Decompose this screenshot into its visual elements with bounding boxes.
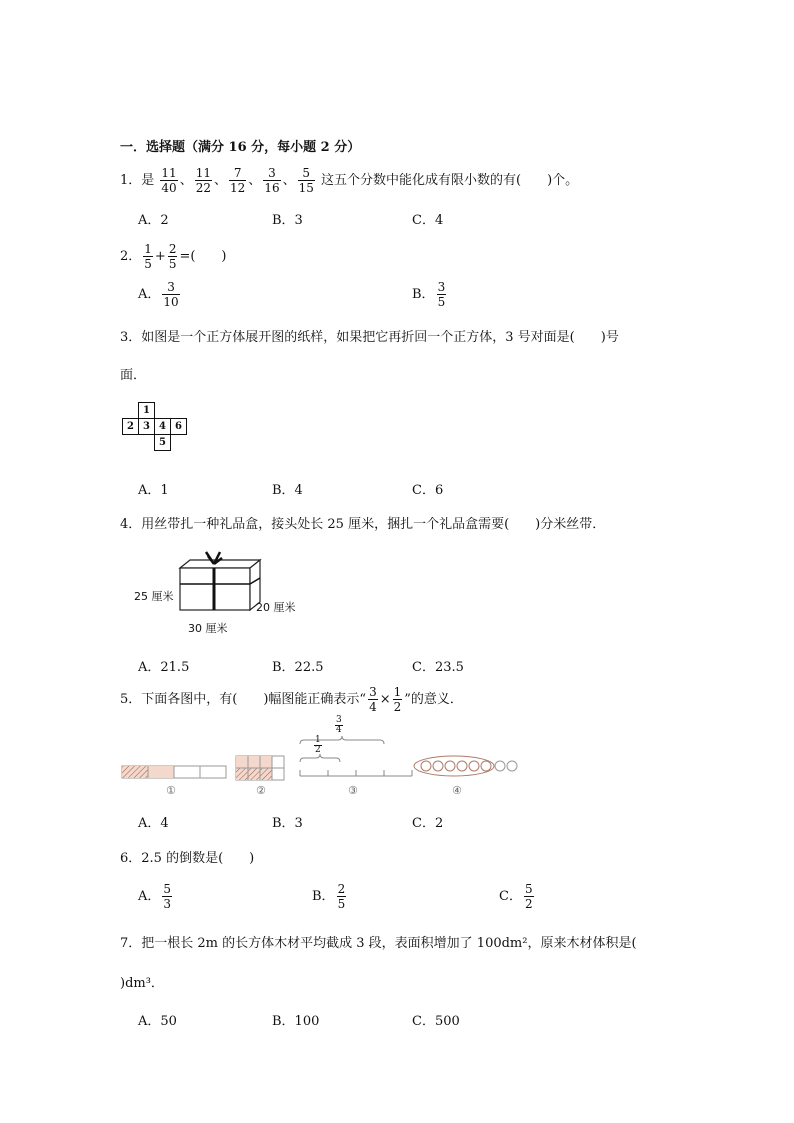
fig4 [412, 752, 522, 800]
q5-times: × [379, 692, 391, 707]
q1-option-c[interactable]: C．4 [412, 213, 444, 228]
net-cell-1: 1 [139, 403, 155, 419]
box-label-length: 25 厘米 [134, 590, 174, 603]
fig-label-1: ① [166, 784, 176, 797]
q1-fraction-3: $\frac{7}{12}$ [230, 166, 246, 195]
q7-option-b[interactable]: B．100 [272, 1014, 320, 1029]
q3-option-c[interactable]: C．6 [412, 483, 444, 498]
fig4-drawing [412, 752, 522, 782]
q1-text: 这五个分数中能化成有限小数的有( )个。 [321, 173, 579, 188]
q6-text: 6．2.5 的倒数是( ) [120, 851, 255, 866]
q6-option-a[interactable] [138, 882, 174, 911]
q4-option-a[interactable]: A．21.5 [138, 660, 190, 675]
fig3-top-fraction: $\frac{3}{4}$ [336, 715, 342, 735]
q1-fraction-2: $\frac{11}{22}$ [195, 166, 211, 195]
gift-box-figure [122, 550, 302, 640]
q3-line-1: 3．如图是一个正方体展开图的纸样，如果把它再折回一个正方体，3 号对面是( )号 [120, 330, 619, 345]
q6-option-c[interactable] [499, 882, 536, 911]
box-label-bottom: 30 厘米 [188, 622, 228, 635]
q6-option-b-label: B． [312, 889, 335, 904]
q6-option-b-fraction: $\frac{2}{5}$ [337, 882, 346, 911]
q5-figures [120, 715, 440, 800]
q2-option-b[interactable] [412, 280, 448, 309]
fig-label-3: ③ [348, 784, 358, 797]
q5-option-b[interactable]: B．3 [272, 816, 303, 831]
q1-separator: 、 [248, 173, 262, 188]
q3-option-b[interactable]: B．4 [272, 483, 303, 498]
q5-text-pre: 5．下面各图中，有( )幅图能正确表示“ [120, 692, 367, 707]
q7-option-a[interactable]: A．50 [138, 1014, 177, 1029]
net-cell-2: 2 [123, 419, 139, 435]
q2-option-a-fraction: $\frac{3}{10}$ [163, 280, 179, 309]
q5-text-post: ”的意义． [404, 692, 463, 707]
q3-line-2: 面． [120, 368, 147, 383]
q4-text: 4．用丝带扎一种礼品盒，接头处长 25 厘米，捆扎一个礼品盒需要( )分米丝带． [120, 517, 606, 532]
q6-option-a-fraction: $\frac{5}{3}$ [163, 882, 172, 911]
fig-label-4: ④ [452, 784, 462, 797]
q1-fraction-1: $\frac{11}{40}$ [161, 166, 177, 195]
q6-option-c-fraction: $\frac{5}{2}$ [524, 882, 533, 911]
cube-net-figure [122, 402, 187, 451]
q7-line-2: )dm³． [120, 976, 164, 991]
q6-option-c-label: C． [499, 889, 522, 904]
net-cell-4: 4 [155, 419, 171, 435]
q4-option-b[interactable]: B．22.5 [272, 660, 324, 675]
q2-option-b-label: B． [412, 287, 435, 302]
question-5 [120, 685, 463, 714]
q5-fraction-1: $\frac{3}{4}$ [369, 685, 377, 714]
q6-option-b[interactable] [312, 882, 348, 911]
q2-option-b-fraction: $\frac{3}{5}$ [437, 280, 446, 309]
net-cell-3: 3 [139, 419, 155, 435]
q1-separator: 、 [282, 173, 296, 188]
q2-tail: =( ) [179, 249, 227, 264]
q6-option-a-label: A． [138, 889, 161, 904]
q1-option-a[interactable]: A．2 [138, 213, 169, 228]
q1-fraction-5: $\frac{5}{15}$ [298, 166, 314, 195]
q1-option-b[interactable]: B．3 [272, 213, 303, 228]
q1-fraction-4: $\frac{3}{16}$ [264, 166, 280, 195]
q1-number: 1．是 [120, 173, 155, 188]
q5-option-a[interactable]: A．4 [138, 816, 169, 831]
fig-label-2: ② [256, 784, 266, 797]
q1-separator: 、 [179, 173, 193, 188]
question-2 [120, 242, 227, 271]
question-1 [120, 166, 578, 195]
net-cell-6: 6 [171, 419, 187, 435]
q7-option-c[interactable]: C．500 [412, 1014, 460, 1029]
q3-option-a[interactable]: A．1 [138, 483, 169, 498]
q2-option-a[interactable] [138, 280, 182, 309]
q7-line-1: 7．把一根长 2m 的长方体木材平均截成 3 段，表面积增加了 100dm²，原来木材体积是( [120, 936, 637, 951]
q2-fraction-1: $\frac{1}{5}$ [144, 242, 152, 271]
fig3-mid-fraction: $\frac{1}{2}$ [315, 735, 321, 755]
net-cell-5: 5 [155, 435, 171, 451]
q2-fraction-2: $\frac{2}{5}$ [168, 242, 177, 271]
q2-plus: + [154, 249, 166, 264]
q2-number: 2． [120, 249, 142, 264]
q2-option-a-label: A． [138, 287, 161, 302]
box-label-width: 20 厘米 [256, 601, 296, 614]
q1-separator: 、 [214, 173, 228, 188]
section-title: 一．选择题（满分 16 分，每小题 2 分） [120, 140, 361, 155]
q4-option-c[interactable]: C．23.5 [412, 660, 464, 675]
q5-fraction-2: $\frac{1}{2}$ [393, 685, 402, 714]
q5-option-c[interactable]: C．2 [412, 816, 444, 831]
